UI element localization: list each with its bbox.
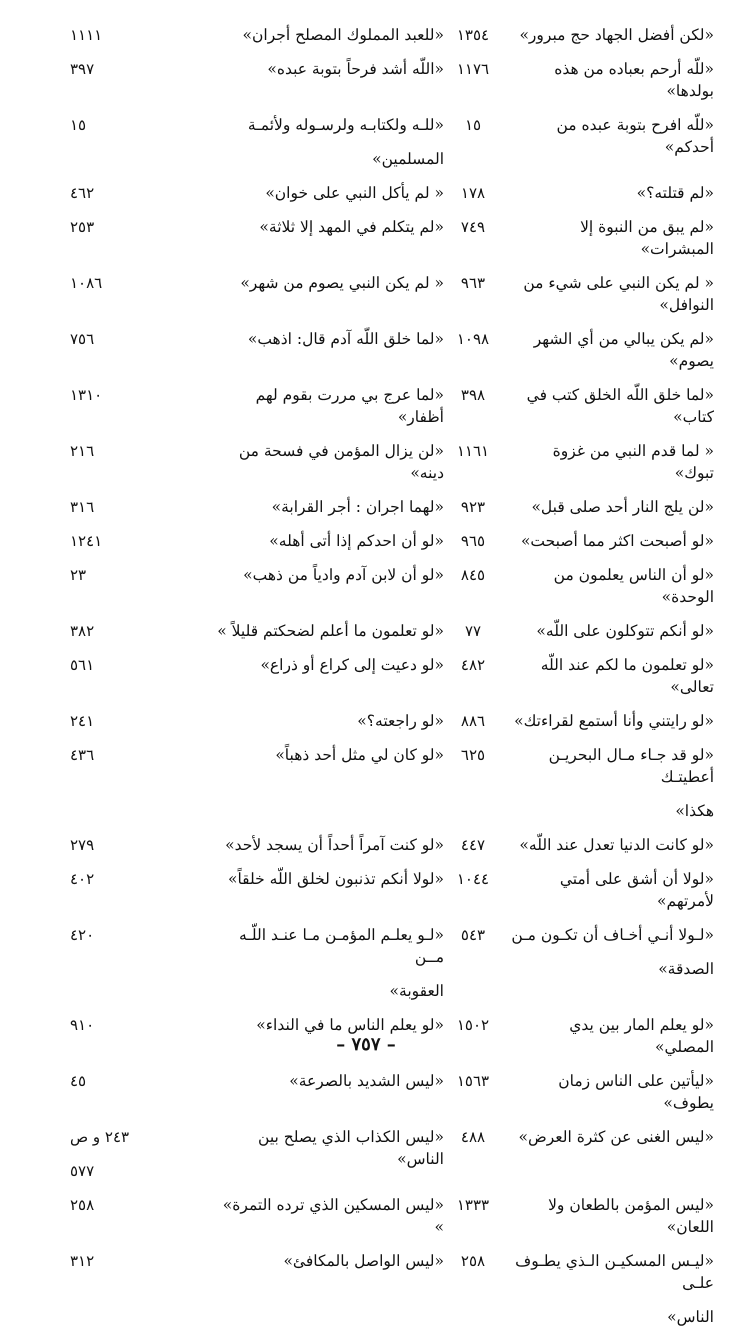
- hadith-number-right: ٩٦٥: [460, 532, 486, 550]
- hadith-text-right-continuation: هكذا»: [675, 802, 714, 820]
- hadith-number-left-value: ١٣١٠: [70, 386, 103, 404]
- hadith-text-right-line: «لولا أن أشق على أمتي لأمرتهم»: [559, 870, 714, 910]
- hadith-number-left-value: ٣١٢: [70, 1252, 95, 1270]
- hadith-number-right: ١٥٦٣: [456, 1072, 490, 1090]
- hadith-number-right: ١٣٣٣: [456, 1196, 490, 1214]
- hadith-text-right-line: «لو قد جـاء مـال البحريـن أعطيتـك: [548, 746, 714, 786]
- hadith-text-left: [206, 620, 444, 642]
- hadith-text-right: [502, 114, 714, 158]
- index-row: [70, 216, 714, 260]
- hadith-text-left-line: «لو كنت آمراً أحداً أن يسجد لأحد»: [225, 836, 444, 854]
- hadith-text-left-line: «لو أن احدكم إذا أتى أهله»: [269, 532, 444, 550]
- hadith-number-left: [70, 834, 206, 856]
- hadith-text-right-line: «ليأتين على الناس زمان يطوف»: [558, 1072, 714, 1112]
- hadith-text-left-continuation: العقوبة»: [389, 982, 444, 1000]
- hadith-text-right: [502, 328, 714, 372]
- hadith-text-left-line: «لهما اجران : أجر القرابة»: [271, 498, 444, 516]
- hadith-text-right-line: «لم قتلته؟»: [636, 184, 714, 202]
- hadith-text-right-line: «لو تعلمون ما لكم عند اللّه تعالى»: [540, 656, 714, 696]
- hadith-text-left-line: «اللّه أشد فرحاً بتوبة عبده»: [267, 60, 444, 78]
- hadith-text-left-line: «للـه ولكتابـه ولرسـوله ولأئمـة: [247, 116, 444, 134]
- hadith-text-right: [502, 58, 714, 102]
- hadith-text-left: [206, 530, 444, 552]
- hadith-number-left: [70, 58, 206, 80]
- index-row: [70, 1194, 714, 1238]
- hadith-text-left: [206, 272, 444, 294]
- index-row: [70, 834, 714, 856]
- hadith-text-left: [206, 1014, 444, 1036]
- hadith-text-right-line: « لما قدم النبي من غزوة تبوك»: [552, 442, 714, 482]
- index-row: [70, 530, 714, 552]
- hadith-number-left-value: ٢٣: [70, 566, 87, 584]
- index-row: [70, 710, 714, 732]
- hadith-text-right-line: «لما خلق اللّه الخلق كتب في كتاب»: [526, 386, 714, 426]
- hadith-number-right: ١٣٥٤: [456, 26, 490, 44]
- hadith-text-left: [206, 1194, 444, 1238]
- hadith-text-left-line: «لو أن لابن آدم وادياً من ذهب»: [243, 566, 444, 584]
- hadith-number-left: [70, 1070, 206, 1092]
- index-row: [70, 924, 714, 1002]
- hadith-number-left-value: ٣٨٢: [70, 622, 95, 640]
- hadith-number-right: ٧٤٩: [460, 218, 486, 236]
- hadith-text-right: [502, 1070, 714, 1114]
- hadith-text-left: [206, 1070, 444, 1092]
- hadith-text-right-line: «لو كانت الدنيا تعدل عند اللّه»: [519, 836, 714, 854]
- hadith-number-right: ٤٨٢: [460, 656, 486, 674]
- hadith-text-left: [206, 868, 444, 890]
- hadith-number-left-value: ١٥: [70, 116, 87, 134]
- hadith-text-left: [206, 182, 444, 204]
- hadith-text-right: [502, 744, 714, 822]
- hadith-text-right: [502, 24, 714, 46]
- hadith-number-left-value: ١٠٨٦: [70, 274, 103, 292]
- hadith-number-left: [70, 328, 206, 350]
- hadith-text-right-line: «لو أنكم تتوكلون على اللّه»: [536, 622, 714, 640]
- hadith-number-right: ١٠٩٨: [456, 330, 490, 348]
- hadith-number-left: [70, 496, 206, 518]
- hadith-number-right: ١٥: [464, 116, 482, 134]
- index-row: [70, 868, 714, 912]
- hadith-text-right: [502, 1126, 714, 1148]
- hadith-text-left-line: «لو دعيت إلى كراع أو ذراع»: [260, 656, 444, 674]
- hadith-number-left-value: ٤٥: [70, 1072, 87, 1090]
- hadith-number-left-value: ٤٢٠: [70, 926, 95, 944]
- hadith-text-left: [206, 710, 444, 732]
- hadith-text-right: [502, 384, 714, 428]
- hadith-text-left-line: «لو كان لي مثل أحد ذهباً»: [275, 746, 444, 764]
- hadith-number-left-value: ٥٦١: [70, 656, 95, 674]
- index-row: [70, 384, 714, 428]
- hadith-number-right: ٥٤٣: [460, 926, 486, 944]
- hadith-number-left: [70, 272, 206, 294]
- hadith-number-left-value: ٣٩٧: [70, 60, 95, 78]
- hadith-text-right: [502, 496, 714, 518]
- index-row: [70, 564, 714, 608]
- index-row: [70, 182, 714, 204]
- hadith-number-left: [70, 710, 206, 732]
- hadith-text-left-line: «ليس الواصل بالمكافئ»: [283, 1252, 444, 1270]
- hadith-text-left: [206, 216, 444, 238]
- hadith-text-left: [206, 924, 444, 1002]
- hadith-text-right: [502, 216, 714, 260]
- hadith-number-left-value: ٢٥٨: [70, 1196, 95, 1214]
- hadith-number-right: ٢٥٨: [460, 1252, 486, 1270]
- hadith-text-right-line: «لو يعلم المار بين يدي المصلي»: [569, 1016, 714, 1056]
- index-row: [70, 328, 714, 372]
- hadith-text-left-line: «لم يتكلم في المهد إلا ثلاثة»: [259, 218, 444, 236]
- hadith-number-right: ١٠٤٤: [456, 870, 490, 888]
- hadith-text-right-continuation: الناس»: [667, 1308, 714, 1326]
- hadith-number-right: ٧٧: [464, 622, 482, 640]
- hadith-number-left: [70, 654, 206, 676]
- hadith-number-right: ٣٩٨: [460, 386, 486, 404]
- hadith-text-right-line: «للّه افرح بتوبة عبده من أحدكم»: [556, 116, 714, 156]
- hadith-text-left: [206, 654, 444, 676]
- hadith-number-right: ١١٦١: [456, 442, 490, 460]
- hadith-number-left-value: ٢٧٩: [70, 836, 95, 854]
- hadith-text-right-line: «لـولا أنـي أخـاف أن تكـون مـن: [511, 926, 714, 944]
- index-row: [70, 1070, 714, 1114]
- hadith-number-left-value: ٢٤١: [70, 712, 95, 730]
- hadith-text-left-line: «لو يعلم الناس ما في النداء»: [256, 1016, 444, 1034]
- hadith-text-right: [502, 924, 714, 980]
- hadith-text-right: [502, 868, 714, 912]
- page-number: – ٧٥٧ –: [336, 1034, 396, 1055]
- hadith-text-right: [502, 834, 714, 856]
- hadith-number-left: [70, 1250, 206, 1272]
- hadith-text-right: [502, 710, 714, 732]
- index-row: [70, 744, 714, 822]
- hadith-number-left-value: ٤٦٢: [70, 184, 95, 202]
- hadith-number-right: ٤٤٧: [460, 836, 486, 854]
- hadith-number-right: ٩٦٣: [460, 274, 486, 292]
- hadith-text-right-continuation: الصدقة»: [658, 960, 714, 978]
- hadith-text-left: [206, 834, 444, 856]
- hadith-number-right: ٨٨٦: [460, 712, 486, 730]
- hadith-number-right: ١١٧٦: [456, 60, 490, 78]
- hadith-number-left: [70, 1126, 206, 1182]
- index-row: [70, 496, 714, 518]
- hadith-text-right: [502, 440, 714, 484]
- hadith-number-left: [70, 564, 206, 586]
- index-row: [70, 654, 714, 698]
- hadith-text-right-line: «لم يكن يبالي من أي الشهر يصوم»: [533, 330, 714, 370]
- hadith-number-left: [70, 1014, 206, 1036]
- hadith-text-left: [206, 1250, 444, 1272]
- hadith-number-right: ١٧٨: [460, 184, 486, 202]
- hadith-number-left: [70, 744, 206, 766]
- hadith-text-right-line: «لو رايتني وأنا أستمع لقراءتك»: [514, 712, 714, 730]
- hadith-number-left-value: ٧٥٦: [70, 330, 95, 348]
- index-row: [70, 58, 714, 102]
- hadith-number-left: [70, 924, 206, 946]
- index-row: [70, 24, 714, 46]
- hadith-text-right-line: «لكن أفضل الجهاد حج مبرور»: [519, 26, 714, 44]
- index-row: [70, 114, 714, 170]
- hadith-text-right: [502, 272, 714, 316]
- hadith-text-left: [206, 1126, 444, 1170]
- hadith-text-right: [502, 620, 714, 642]
- hadith-number-left: [70, 24, 206, 46]
- hadith-text-right-line: «لم يبق من النبوة إلا المبشرات»: [580, 218, 714, 258]
- hadith-text-left-line: «لو راجعته؟»: [357, 712, 444, 730]
- hadith-text-left-line: «ليس المسكين الذي ترده التمرة» »: [222, 1196, 444, 1236]
- hadith-number-right: ١٥٠٢: [456, 1016, 490, 1034]
- hadith-text-left: [206, 744, 444, 766]
- hadith-text-right: [502, 182, 714, 204]
- index-row: [70, 440, 714, 484]
- hadith-number-left-value: ٤٣٦: [70, 746, 95, 764]
- hadith-text-left: [206, 24, 444, 46]
- hadith-number-left: [70, 182, 206, 204]
- hadith-text-left-line: «لما عرج بي مررت بقوم لهم أظفار»: [255, 386, 444, 426]
- hadith-number-left: [70, 530, 206, 552]
- hadith-text-left-line: «لو تعلمون ما أعلم لضحكتم قليلاً »: [217, 622, 444, 640]
- hadith-number-left: [70, 216, 206, 238]
- hadith-text-left: [206, 440, 444, 484]
- index-row: [70, 272, 714, 316]
- hadith-text-left: [206, 564, 444, 586]
- hadith-text-right-line: «ليس المؤمن بالطعان ولا اللعان»: [548, 1196, 714, 1236]
- hadith-text-left-line: «ليس الكذاب الذي يصلح بين الناس»: [258, 1128, 444, 1168]
- hadith-number-left-value: ١٢٤١: [70, 532, 103, 550]
- index-row: [70, 1250, 714, 1328]
- hadith-number-right: ٨٤٥: [460, 566, 486, 584]
- hadith-text-right-line: «ليـس المسكيـن الـذي يطـوف علـى: [515, 1252, 714, 1292]
- hadith-number-right: ٩٢٣: [460, 498, 486, 516]
- hadith-text-left-line: « لم يكن النبي يصوم من شهر»: [240, 274, 444, 292]
- hadith-number-left-value: ٩١٠: [70, 1016, 95, 1034]
- hadith-text-left-line: « لم يأكل النبي على خوان»: [265, 184, 444, 202]
- hadith-text-right: [502, 1250, 714, 1328]
- hadith-number-left: [70, 440, 206, 462]
- hadith-text-right-line: «ليس الغنى عن كثرة العرض»: [518, 1128, 714, 1146]
- hadith-text-right: [502, 530, 714, 552]
- hadith-text-right-line: «لو أصبحت اكثر مما أصبحت»: [520, 532, 714, 550]
- hadith-number-left-value: ٣١٦: [70, 498, 95, 516]
- hadith-text-left-continuation: المسلمين»: [372, 150, 444, 168]
- hadith-number-right: ٦٢٥: [460, 746, 486, 764]
- hadith-number-left-continuation: ٥٧٧: [70, 1162, 95, 1180]
- hadith-number-left: [70, 1194, 206, 1216]
- hadith-text-left: [206, 328, 444, 350]
- hadith-number-left-value: ١١١١: [70, 26, 103, 44]
- hadith-number-left-value: ٢٥٣: [70, 218, 95, 236]
- hadith-text-left: [206, 114, 444, 170]
- hadith-number-left: [70, 114, 206, 136]
- hadith-text-right-line: «لو أن الناس يعلمون من الوحدة»: [553, 566, 714, 606]
- hadith-text-left: [206, 58, 444, 80]
- hadith-number-right: ٤٨٨: [460, 1128, 486, 1146]
- hadith-number-left-value: ٢١٦: [70, 442, 95, 460]
- index-row: [70, 1126, 714, 1182]
- hadith-number-left-value: ٢٤٣ و ص: [70, 1128, 130, 1146]
- hadith-text-left-line: «لن يزال المؤمن في فسحة من دينه»: [238, 442, 444, 482]
- hadith-text-left: [206, 496, 444, 518]
- hadith-number-left: [70, 620, 206, 642]
- hadith-text-left-line: «للعبد المملوك المصلح أجران»: [242, 26, 444, 44]
- hadith-number-left: [70, 868, 206, 890]
- hadith-text-right-line: «للّه أرحم بعباده من هذه بولدها»: [554, 60, 714, 100]
- index-row: [70, 620, 714, 642]
- index-page: [70, 24, 714, 1340]
- hadith-text-left-line: «لما خلق اللّه آدم قال: اذهب»: [247, 330, 444, 348]
- hadith-text-left-line: «لـو يعلـم المؤمـن مـا عنـد اللّـه مــن: [239, 926, 444, 966]
- hadith-text-left-line: «ليس الشديد بالصرعة»: [289, 1072, 444, 1090]
- hadith-text-right-line: «لن يلج النار أحد صلى قبل»: [531, 498, 714, 516]
- hadith-text-right: [502, 654, 714, 698]
- hadith-number-left-value: ٤٠٢: [70, 870, 95, 888]
- hadith-text-right: [502, 564, 714, 608]
- hadith-text-right: [502, 1194, 714, 1238]
- hadith-text-left-line: «لولا أنكم تذنبون لخلق اللّه خلقاً»: [227, 870, 444, 888]
- hadith-number-left: [70, 384, 206, 406]
- hadith-text-left: [206, 384, 444, 428]
- hadith-text-right-line: « لم يكن النبي على شيء من النوافل»: [523, 274, 714, 314]
